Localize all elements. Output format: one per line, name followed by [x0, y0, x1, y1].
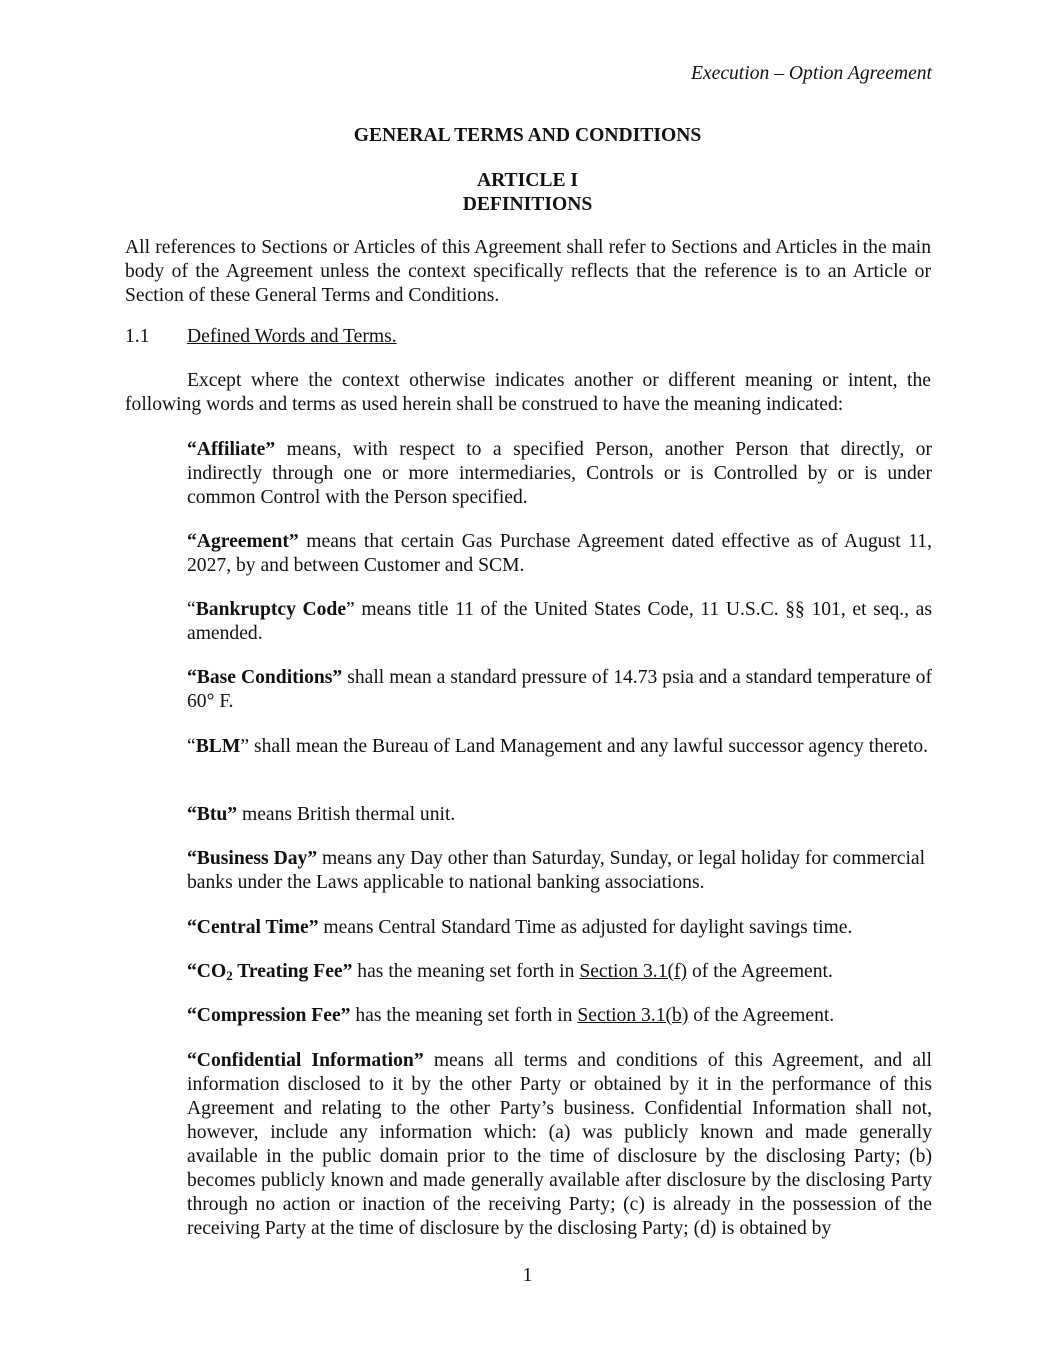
definition-bankruptcy-code — [187, 598, 932, 646]
definition-base-conditions — [187, 666, 932, 714]
definition-text: of the Agreement. — [687, 961, 833, 982]
definition-text: shall mean the Bureau of Land Management and any lawful successor agency thereto. — [249, 736, 929, 757]
definition-term — [187, 961, 352, 982]
section-title: Defined Words and Terms. — [187, 326, 397, 347]
definition-close-quote: ” — [346, 599, 355, 620]
definition-term-part: Treating Fee” — [232, 961, 353, 982]
definition-text: means British thermal unit. — [237, 804, 456, 825]
definition-compression-fee — [187, 1004, 932, 1028]
definition-text: means all terms and conditions of this Agreement, and all information disclosed to it by the other Party or obtained by it in the performance of this Agreement and relating to the other Party’s business. Confidential Information shall not, however, include any information which: (a) was publicly known and made generally available in the public domain prior to the time of disclosure by the disclosing Party; (b) becomes publicly known and made generally available after disclosure by the disclosing Party through no action or inaction of the receiving Party; (c) is already in the possession of the receiving Party at the time of disclosure by the disclosing Party; (d) is obtained by — [187, 1050, 933, 1239]
definition-blm — [187, 735, 932, 759]
definition-term: Bankruptcy Code — [195, 599, 347, 620]
definition-term: “Compression Fee” — [187, 1005, 351, 1026]
definitions-heading: DEFINITIONS — [462, 194, 593, 215]
section-reference-link: Section 3.1(b) — [577, 1005, 689, 1026]
definition-text: has the meaning set forth in — [350, 1005, 578, 1026]
definition-open-quote: “ — [187, 599, 196, 620]
definition-term: “Agreement” — [187, 531, 299, 552]
page-number: 1 — [522, 1265, 533, 1286]
section-reference-link: Section 3.1(f) — [579, 961, 688, 982]
definition-term: BLM — [195, 736, 241, 757]
definition-open-quote: “ — [187, 736, 196, 757]
definition-close-quote: ” — [240, 736, 250, 757]
definition-confidential-information — [187, 1049, 932, 1241]
definition-term-part: “CO — [187, 961, 227, 982]
definition-text: means that certain Gas Purchase Agreement dated effective as of August 11, 2027, by and between Customer and SCM. — [187, 531, 932, 576]
intro-paragraph: All references to Sections or Articles of this Agreement shall refer to Sections and Articles in the main body of the Agreement unless the context specifically reflects that the reference is to an Article or Section of these General Terms and Conditions. — [125, 237, 931, 306]
definition-business-day — [187, 847, 932, 895]
definition-text: means any Day other than Saturday, Sunday, or legal holiday for commercial banks under the Laws applicable to national banking associations. — [187, 848, 926, 893]
definition-text: of the Agreement. — [688, 1005, 835, 1026]
definition-term: “Base Conditions” — [187, 667, 343, 688]
definition-term: “Central Time” — [187, 917, 319, 938]
definition-term: “Btu” — [187, 804, 238, 825]
general-terms-heading: GENERAL TERMS AND CONDITIONS — [353, 125, 702, 146]
definition-central-time — [187, 916, 932, 940]
definition-text: means title 11 of the United States Code, 11 U.S.C. §§ 101, et seq., as amended. — [187, 599, 932, 644]
definition-affiliate — [187, 438, 932, 510]
document-header-label: Execution – Option Agreement — [690, 63, 932, 84]
definition-text: shall mean a standard pressure of 14.73 psia and a standard temperature of 60° F. — [187, 667, 932, 712]
article-heading: ARTICLE I — [476, 170, 579, 191]
definition-co2-treating-fee — [187, 960, 932, 984]
definition-btu — [187, 803, 932, 827]
definition-term: “Business Day” — [187, 848, 318, 869]
definition-text: has the meaning set forth in — [352, 961, 580, 982]
definition-term-subscript: 2 — [226, 968, 233, 983]
definition-agreement — [187, 530, 932, 578]
definition-text: means Central Standard Time as adjusted for daylight savings time. — [318, 917, 853, 938]
definition-text: means, with respect to a specified Person, another Person that directly, or indirectly through one or more intermediaries, Controls or is Controlled by or is under common Control with the Person specified. — [187, 439, 932, 508]
except-paragraph: Except where the context otherwise indicates another or different meaning or intent, the following words and terms as used herein shall be construed to have the meaning indicated: — [125, 370, 931, 415]
section-number: 1.1 — [125, 326, 150, 347]
definition-term: “Confidential Information” — [187, 1050, 424, 1071]
definition-term: “Affiliate” — [187, 439, 276, 460]
